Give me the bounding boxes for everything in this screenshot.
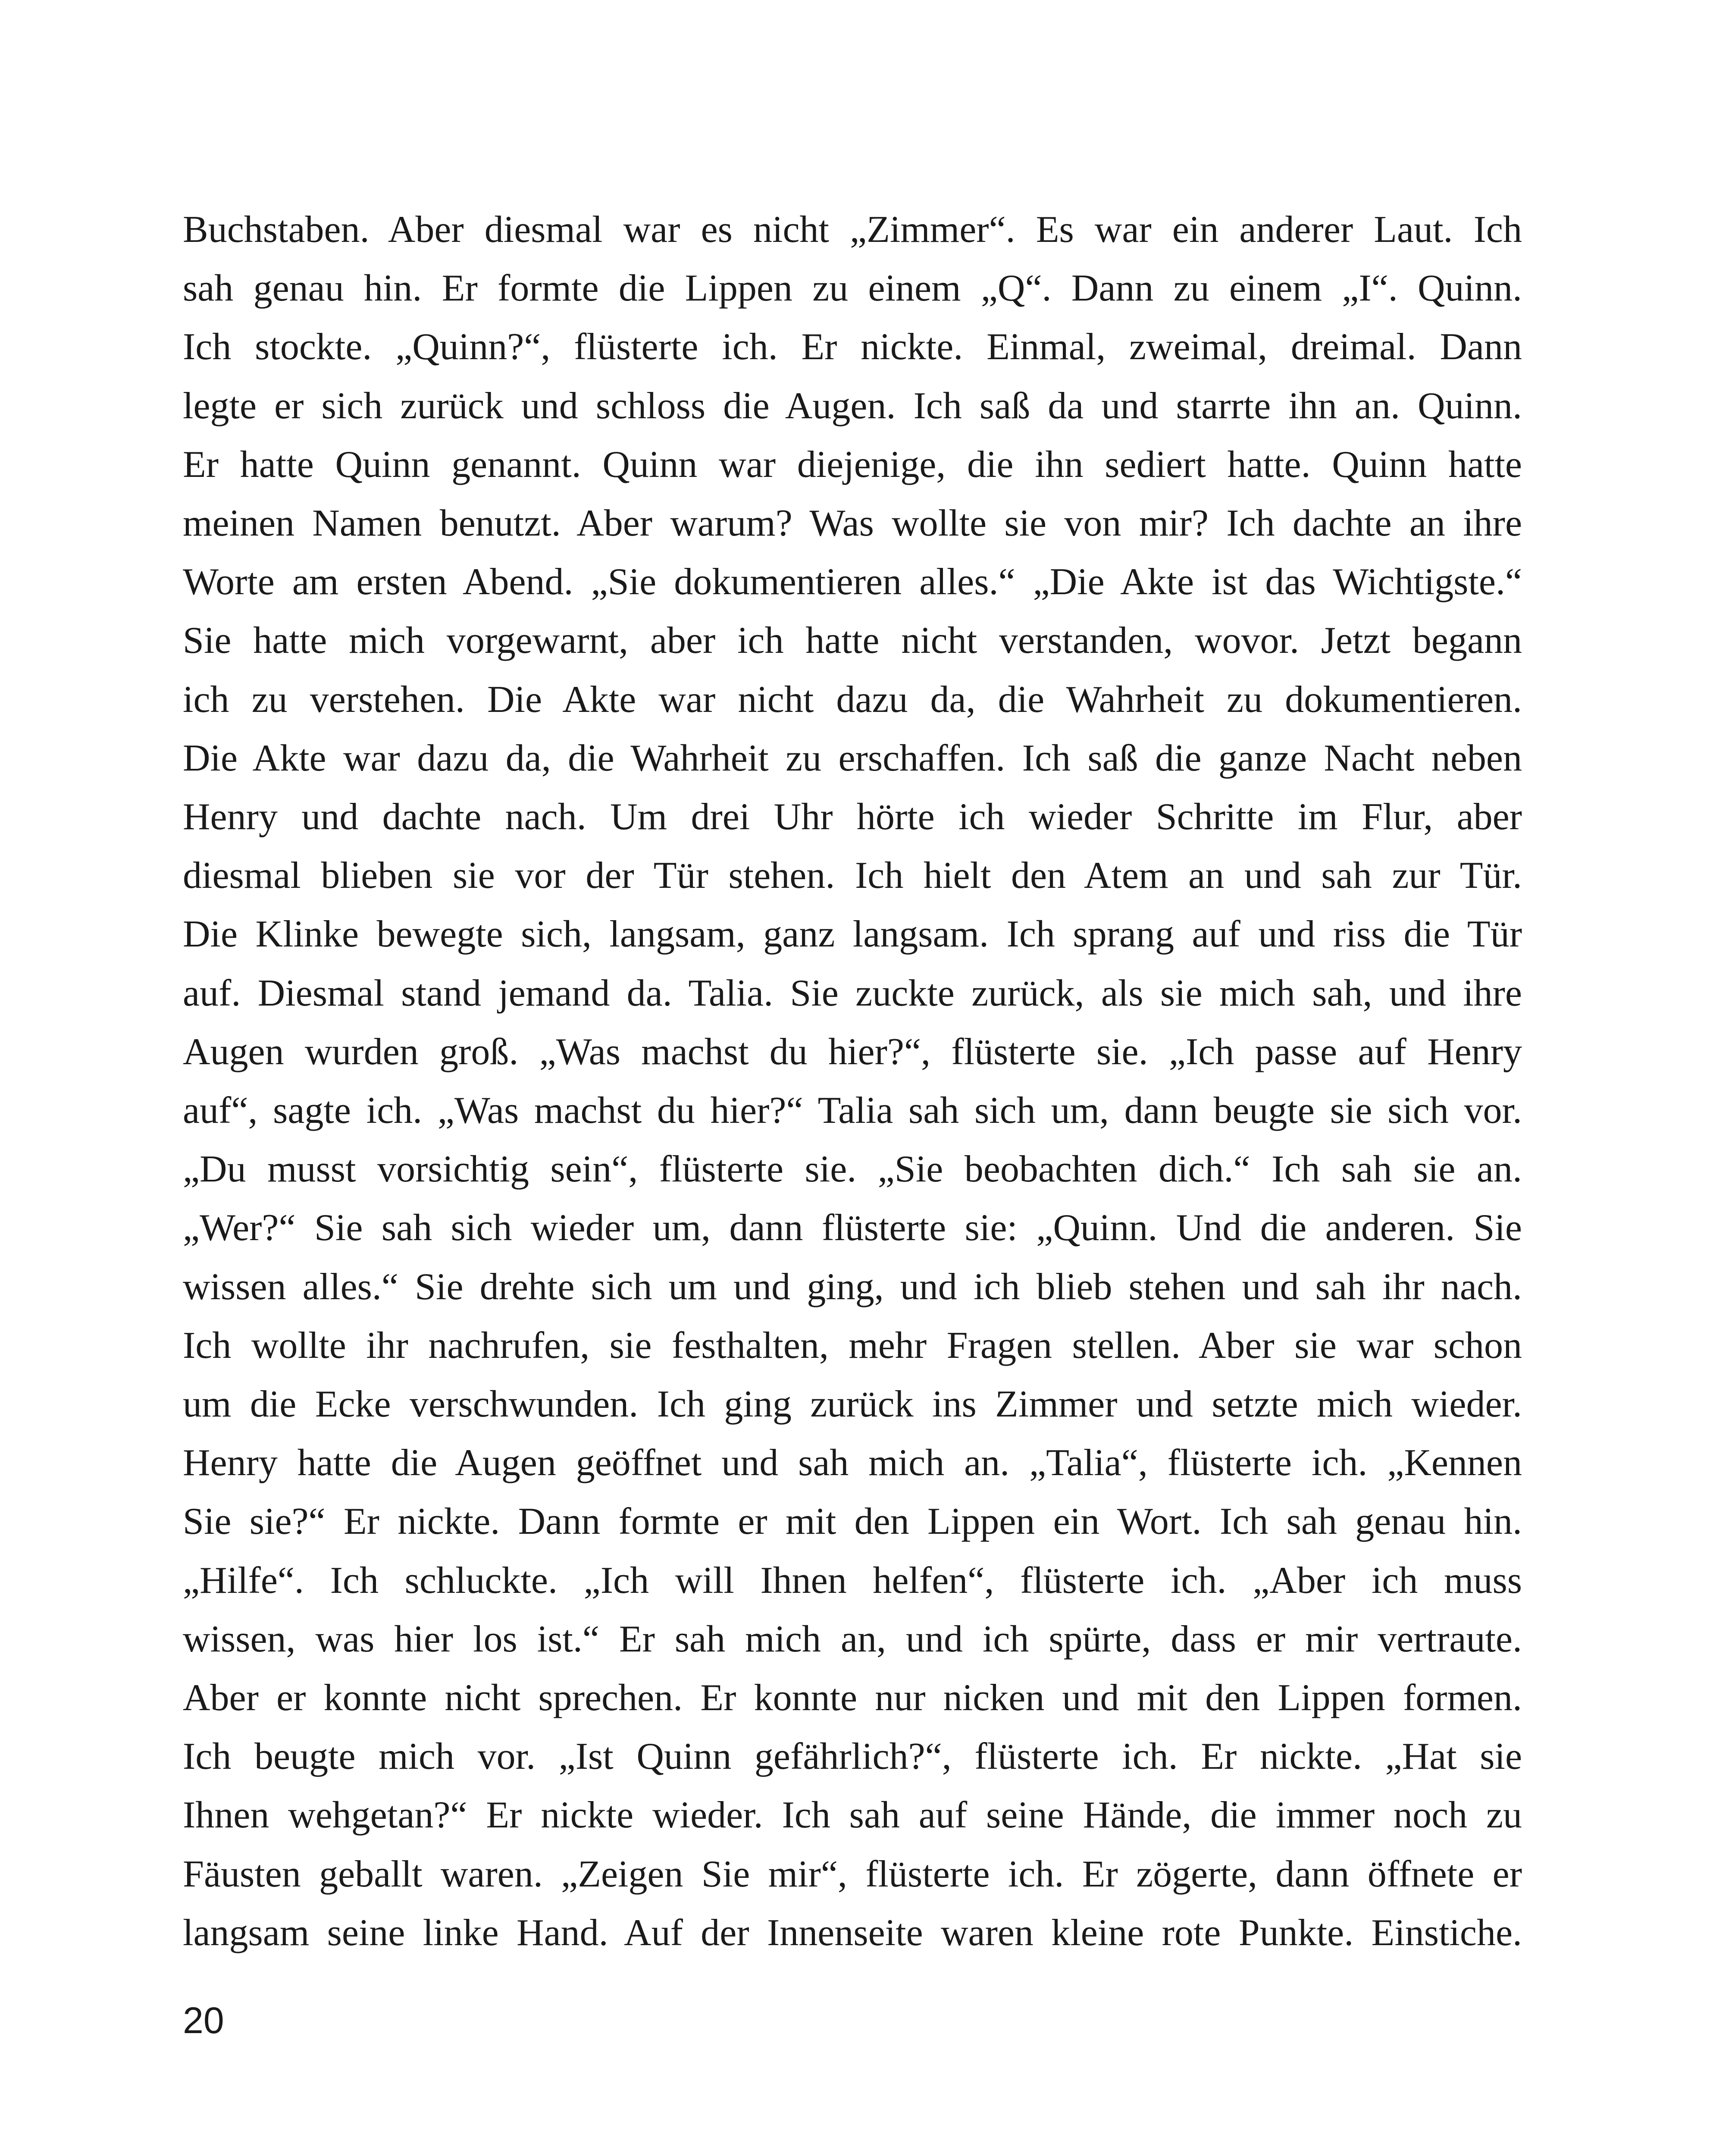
text-line: Ich stockte. „Quinn?“, flüsterte ich. Er nickte. Einmal, zweimal, dreimal. Dann [183, 326, 1522, 368]
text-line: Ich beugte mich vor. „Ist Quinn gefährlich?“, flüsterte ich. Er nickte. „Hat sie [183, 1736, 1522, 1778]
text-line: auf“, sagte ich. „Was machst du hier?“ Talia sah sich um, dann beugte sie sich vor. [183, 1090, 1522, 1132]
text-line: langsam seine linke Hand. Auf der Innenseite waren kleine rote Punkte. Einstiche. [183, 1912, 1522, 1954]
text-line: Sie sie?“ Er nickte. Dann formte er mit den Lippen ein Wort. Ich sah genau hin. [183, 1501, 1522, 1543]
text-line: Er hatte Quinn genannt. Quinn war diejenige, die ihn sediert hatte. Quinn hatte [183, 443, 1522, 486]
body-paragraph [183, 201, 1522, 1962]
text-line: Aber er konnte nicht sprechen. Er konnte nur nicken und mit den Lippen formen. [183, 1677, 1522, 1719]
text-line: wissen, was hier los ist.“ Er sah mich an, und ich spürte, dass er mir vertraute. [183, 1618, 1522, 1660]
text-line: Buchstaben. Aber diesmal war es nicht „Zimmer“. Es war ein anderer Laut. Ich [183, 209, 1522, 251]
text-line: sah genau hin. Er formte die Lippen zu einem „Q“. Dann zu einem „I“. Quinn. [183, 267, 1522, 310]
text-line: diesmal blieben sie vor der Tür stehen. Ich hielt den Atem an und sah zur Tür. [183, 855, 1522, 897]
page-number: 20 [183, 2000, 224, 2041]
text-line: Henry und dachte nach. Um drei Uhr hörte ich wieder Schritte im Flur, aber [183, 796, 1522, 838]
text-line: um die Ecke verschwunden. Ich ging zurück ins Zimmer und setzte mich wieder. [183, 1383, 1522, 1426]
text-line: Augen wurden groß. „Was machst du hier?“, flüsterte sie. „Ich passe auf Henry [183, 1031, 1522, 1073]
text-line: auf. Diesmal stand jemand da. Talia. Sie zuckte zurück, als sie mich sah, und ihre [183, 972, 1522, 1014]
text-line: Die Akte war dazu da, die Wahrheit zu erschaffen. Ich saß die ganze Nacht neben [183, 737, 1522, 779]
text-line: Die Klinke bewegte sich, langsam, ganz langsam. Ich sprang auf und riss die Tür [183, 913, 1522, 956]
text-line: Sie hatte mich vorgewarnt, aber ich hatte nicht verstanden, wovor. Jetzt begann [183, 620, 1522, 662]
text-line: Ich wollte ihr nachrufen, sie festhalten, mehr Fragen stellen. Aber sie war schon [183, 1324, 1522, 1366]
text-line: meinen Namen benutzt. Aber warum? Was wollte sie von mir? Ich dachte an ihre [183, 502, 1522, 545]
text-line: Fäusten geballt waren. „Zeigen Sie mir“, flüsterte ich. Er zögerte, dann öffnete er [183, 1853, 1522, 1895]
text-line: „Du musst vorsichtig sein“, flüsterte sie. „Sie beobachten dich.“ Ich sah sie an. [183, 1148, 1522, 1191]
text-line: Henry hatte die Augen geöffnet und sah mich an. „Talia“, flüsterte ich. „Kennen [183, 1442, 1522, 1484]
text-line: ich zu verstehen. Die Akte war nicht dazu da, die Wahrheit zu dokumentieren. [183, 678, 1522, 721]
text-line: wissen alles.“ Sie drehte sich um und ging, und ich blieb stehen und sah ihr nach. [183, 1266, 1522, 1308]
text-line: „Hilfe“. Ich schluckte. „Ich will Ihnen helfen“, flüsterte ich. „Aber ich muss [183, 1559, 1522, 1601]
text-line: legte er sich zurück und schloss die Augen. Ich saß da und starrte ihn an. Quinn. [183, 385, 1522, 427]
text-line: Worte am ersten Abend. „Sie dokumentieren alles.“ „Die Akte ist das Wichtigste.“ [183, 561, 1522, 603]
text-line: Ihnen wehgetan?“ Er nickte wieder. Ich sah auf seine Hände, die immer noch zu [183, 1794, 1522, 1836]
text-line: „Wer?“ Sie sah sich wieder um, dann flüsterte sie: „Quinn. Und die anderen. Sie [183, 1207, 1522, 1249]
